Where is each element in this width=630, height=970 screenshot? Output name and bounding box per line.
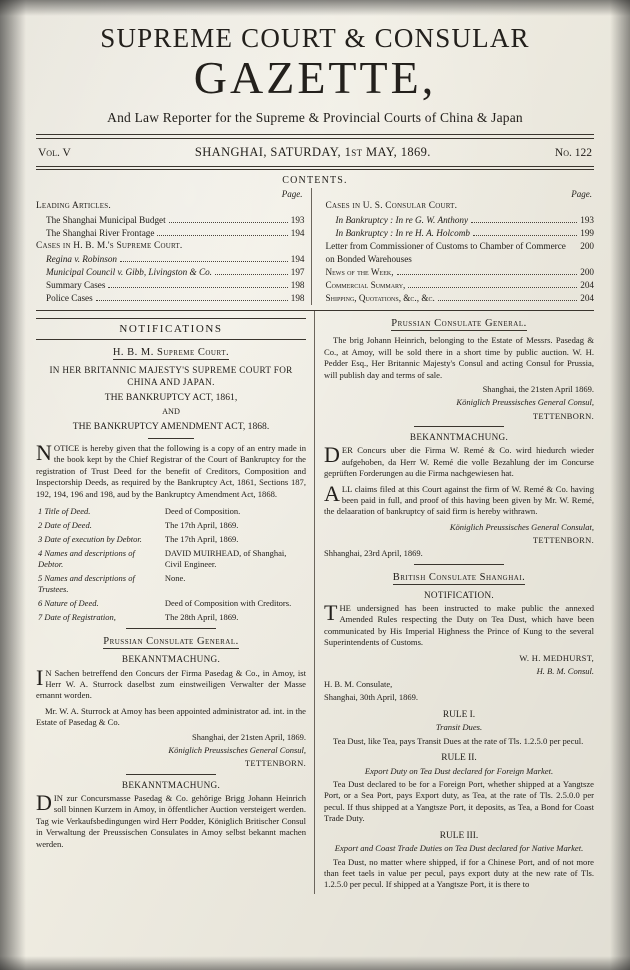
contents-entry[interactable] [326,266,595,279]
contents-entry-page: 193 [580,214,594,225]
contents-entry-text: Police Cases [46,293,93,304]
dropcap-n: N [36,439,52,465]
contents-entry-text: Commercial Summary, [325,280,406,291]
leader-dots [96,293,288,301]
prussian-consulate-heading-left [36,635,306,649]
deed-key: 3 Date of execution by Debtor. [38,533,142,544]
dropcap-d: D [36,789,52,815]
rule-2-subheading: Export Duty on Tea Dust declared for Foreign Market. [364,765,554,776]
bekanntmachung-2-text: IN zur Concursmasse Pasedag & Co. gehörige Brigg Johann Heinrich soll binnen Kurzem in Amoy, in öffentlicher Auction versteigert werden. Tag wie Verkaufsbedingungen wird Herr Podder, Königlich Britischer Consul in Verwaltung der Preussischen Consulates in Amoy selbst bekannt machen werden. [36,792,306,849]
and-label: AND [162,407,180,417]
section-rule [414,564,504,565]
section-rule [148,438,194,439]
contents-section-title: Leading Articles. [36,201,111,212]
contents-entry-text: The Shanghai Municipal Budget [46,214,166,225]
notification-sign-title: H. B. M. Consul. [536,665,594,676]
contents-entry-page: 194 [290,254,305,265]
sturrock-note: Mr. W. A. Sturrock at Amoy has been appointed administrator ad. int. in the Estate of Pasedag & Co. [36,705,306,728]
contents-entry[interactable] [326,214,595,227]
contents-entry[interactable] [326,240,595,266]
deed-particulars-table [36,504,306,624]
leader-dots [438,293,577,301]
contents-entry-page: 204 [580,280,594,291]
deed-key: 5 Names and descriptions of Trustees. [38,572,135,594]
deed-key: 6 Nature of Deed. [38,597,99,608]
contents-entry-text: In Bankruptcy : In re H. A. Holcomb [335,227,470,238]
consulate-place-line1: H. B. M. Consulate, [324,679,393,690]
bekanntmachung-heading-right: BEKANNTMACHUNG. [409,432,509,442]
prussian-consulate-heading-right-text: Prussian Consulate General. [391,318,527,330]
contents-entry-text: News of the Week, [325,267,394,277]
bekanntmachung-2-paragraph [36,789,306,850]
dropcap-i: I [36,664,44,690]
deed-value: The 17th April, 1869. [164,533,239,544]
table-row [36,546,306,571]
notifications-banner: NOTIFICATIONS [36,318,306,340]
leader-dots [108,280,287,288]
contents-entry-text: Regina v. Robinson [46,254,118,265]
hbm-supreme-court-heading [36,346,306,360]
volume-label: Vol. V [38,146,71,159]
column-left [36,311,315,893]
contents-entry-page: 194 [290,227,305,238]
contents-entry[interactable] [326,227,595,240]
contents-entry-page: 200 [580,267,594,277]
page-shadow-bottom [0,956,630,970]
notification-paragraph [324,599,594,649]
contents-entry-text: In Bankruptcy : In re G. W. Anthony [335,214,469,225]
contents-entry-text: Shipping, Quotations, &c., &c. [325,293,435,304]
consulate-place-line2: Shanghai, 30th April, 1869. [324,692,418,703]
table-row [36,571,306,596]
notice-paragraph [36,439,306,500]
leader-dots [120,254,288,262]
dropcap-d: D [324,442,340,468]
brig-sale-place: Shanghai, the 21sten April 1869. [482,384,594,395]
reme-bekanntmachung-text: ER Concurs uber die Firma W. Remé & Co. wird hiedurch wieder aufgehoben, da Herr W. Remé die volle Bezahlung der im Concurse geprüften Forderungen au die Firma nachgewiesen hat. [324,445,594,479]
contents-entry-text: Municipal Council v. Gibb, Livingston & Co. [46,267,212,278]
table-row [36,596,306,610]
british-consulate-heading [324,571,594,585]
bekanntmachung-heading-1: BEKANNTMACHUNG. [121,654,221,665]
leader-dots [408,280,577,288]
reme-claims-sign-name: TETTENBORN. [532,535,594,546]
contents-block [36,188,594,306]
contents-heading: CONTENTS. [282,174,348,186]
notification-heading: NOTIFICATION. [424,589,494,600]
table-row [36,610,306,624]
deed-value: Deed of Composition with Creditors. [164,597,292,608]
bankruptcy-amendment-act-1868: THE BANKRUPTCY AMENDMENT ACT, 1868. [72,421,270,433]
issue-line [36,139,594,166]
table-row [36,518,306,532]
rule-1-text: Tea Dust, like Tea, pays Transit Dues at the rate of Tls. 1.2.5.0 per pecul. [333,735,584,746]
reme-claims-text: LL claims filed at this Court against the firm of W. Remé & Co. having been paid in full, and proof of this having been given by Mr. W. Remé, the delaaration of bankruptcy of said firm is hereby withrawn. [324,483,594,517]
rule-2-heading: RULE II. [441,753,477,764]
deed-value: The 28th April, 1869. [164,611,239,622]
contents-entry-page: 198 [290,293,305,304]
contents-entry-page: 198 [290,280,305,291]
rule-3-subheading: Export and Coast Trade Duties on Tea Dust declared for Native Market. [334,843,584,854]
leader-dots [473,228,577,236]
column-right [315,311,594,893]
contents-section-title: Cases in H. B. M.'s Supreme Court. [36,240,183,251]
rule-1-subheading: Transit Dues. [435,722,483,733]
bekanntmachung-1-place: Shanghai, der 21sten April, 1869. [191,731,306,742]
dropcap-a: A [324,480,340,506]
rule-3-heading: RULE III. [439,830,479,841]
section-rule [414,426,504,427]
contents-entry[interactable] [36,279,305,292]
notice-paragraph-text: OTICE is hereby given that the following is a copy of an entry made in the book kept by the Chief Registrar of the Court of Bankruptcy for the registration of Trust Deed for the benefit of Creditors, Composition and Inspectorship Deeds, as required by the Bankruptcy Act, 1861, Sections 187, 192, 194, 196 and 198, aud by the Bankruptcy Amendment Act, 1868. [36,442,306,499]
contents-entry-page: 199 [580,227,594,238]
contents-entry-text: Letter from Commissioner of Customs to Chamber of Commerce on Bonded Warehouses [325,240,566,264]
leader-dots [471,215,577,223]
rule-3-text: Tea Dust, no matter where shipped, if for a Chinese Port, and of not more than feet taels in value per pecul, pays export duty at the new rate of Tls. 1.2.5.0 per pecul. If shipped at a Yangtsze Port, it is there to [324,856,594,890]
brig-sale-sign-title: Königlich Preussisches General Consul, [456,397,594,408]
table-row [36,532,306,546]
issue-divider [36,166,594,170]
page-sheet [36,22,594,948]
hbm-supreme-court-heading-text: H. B. M. Supreme Court. [112,347,230,359]
table-row [36,504,306,518]
bankruptcy-act-1861: THE BANKRUPTCY ACT, 1861, [104,391,238,403]
contents-entry[interactable] [36,292,305,305]
contents-entry-page: 200 [580,240,594,251]
section-rule [126,774,216,775]
contents-entry-page: 197 [290,267,305,278]
deed-key: 4 Names and descriptions of Debtor. [38,547,135,569]
contents-entry-text: The Shanghai River Frontage [46,227,155,238]
contents-entry[interactable] [36,253,305,266]
leader-dots [397,267,578,275]
rule-2-text: Tea Dust declared to be for a Foreign Port, whether shipped at a Yangtsze Port, or a Sea Port, pays Export duty, as Tea, at the rate of Tls. 2.5.0.0 per pecul. If thus shipped at a Yangtsze Port, it deposits, as Tea, a Bond for Coast Trade Duty. [324,778,594,824]
page-shadow-top [0,0,630,16]
court-jurisdiction-heading: IN HER BRITANNIC MAJESTY'S SUPREME COURT FOR CHINA AND JAPAN. [49,365,293,388]
contents-entry-text: Summary Cases [46,280,106,291]
page-shadow-left [0,0,26,970]
contents-page-header-left: Page. [281,188,303,199]
leader-dots [215,267,288,275]
reme-claims-place: Shhanghai, 23rd April, 1869. [324,548,423,559]
contents-entry[interactable] [36,266,305,279]
place-date-label: SHANGHAI, SATURDAY, 1st MAY, 1869. [194,144,431,159]
reme-bekanntmachung-paragraph [324,442,594,479]
dropcap-t: T [324,599,338,625]
section-rule [126,628,216,629]
deed-value: None. [164,572,186,583]
contents-entry[interactable] [36,214,305,227]
contents-entry[interactable] [326,292,595,305]
contents-page-header-right: Page. [571,188,592,199]
page-shadow-right [610,0,630,970]
deed-key: 7 Date of Registration, [38,611,116,622]
deed-value: The 17th April, 1869. [164,519,239,530]
contents-column-right [326,188,595,306]
bekanntmachung-1-paragraph [36,664,306,702]
issue-number-label: No. 122 [554,146,592,159]
contents-entry-page: 193 [290,214,305,225]
masthead-title-line2: GAZETTE, [193,52,437,104]
bekanntmachung-1-sign-title: Königlich Preussisches General Consul, [168,745,306,756]
contents-section-title: Cases in U. S. Consular Court. [325,201,458,212]
masthead [36,24,594,126]
reme-claims-sign-title: Königlich Preussisches General Consulat, [449,521,594,532]
prussian-consulate-heading-left-text: Prussian Consulate General. [103,636,239,648]
contents-entry[interactable] [36,227,305,240]
bekanntmachung-1-text: N Sachen betreffend den Concurs der Firma Pasedag & Co., in Amoy, ist Herr W. A. Sturrock daselbst zum einstweiligen Verwalter der Masse ernannt worden. [36,667,306,701]
deed-key: 2 Date of Deed. [38,519,92,530]
leader-dots [169,215,288,223]
prussian-consulate-heading-right [324,317,594,331]
masthead-title-line1: SUPREME COURT & CONSULAR [100,23,530,53]
contents-column-left [36,188,312,306]
reme-claims-paragraph [324,480,594,518]
deed-value: Deed of Composition. [164,505,241,516]
contents-entry-page: 204 [580,293,594,304]
deed-key: 1 Title of Deed. [38,505,91,516]
brig-sale-paragraph: The brig Johann Heinrich, belonging to the Estate of Messrs. Pasedag & Co., at Amoy, will be sold there in a short time by public auction. W. H. Pedder Esq., Her Britannic Majesty's Consul and acting Consul for Prussia, will publish day and terms of sale. [324,335,594,380]
leader-dots [157,228,287,236]
bekanntmachung-heading-2: BEKANNTMACHUNG. [121,779,221,790]
rule-1-heading: RULE I. [442,709,476,720]
contents-entry[interactable] [326,279,595,292]
bekanntmachung-1-sign-name: TETTENBORN. [244,758,306,769]
british-consulate-heading-text: British Consulate Shanghai. [392,571,526,583]
body-columns [36,310,594,893]
brig-sale-sign-name: TETTENBORN. [532,410,594,421]
deed-value: DAVID MUIRHEAD, of Shanghai, Civil Engineer. [164,547,287,569]
notification-text: HE undersigned has been instructed to make public the annexed Amended Rules respecting the Duty on Tea Dust, which have been communicated by His Imperial Highness the Prince of Kung to the several Superintendents of Customs. [324,602,594,648]
masthead-subtitle: And Law Reporter for the Supreme & Provincial Courts of China & Japan [107,109,523,125]
notification-sign-name: W. H. MEDHURST, [519,652,594,663]
